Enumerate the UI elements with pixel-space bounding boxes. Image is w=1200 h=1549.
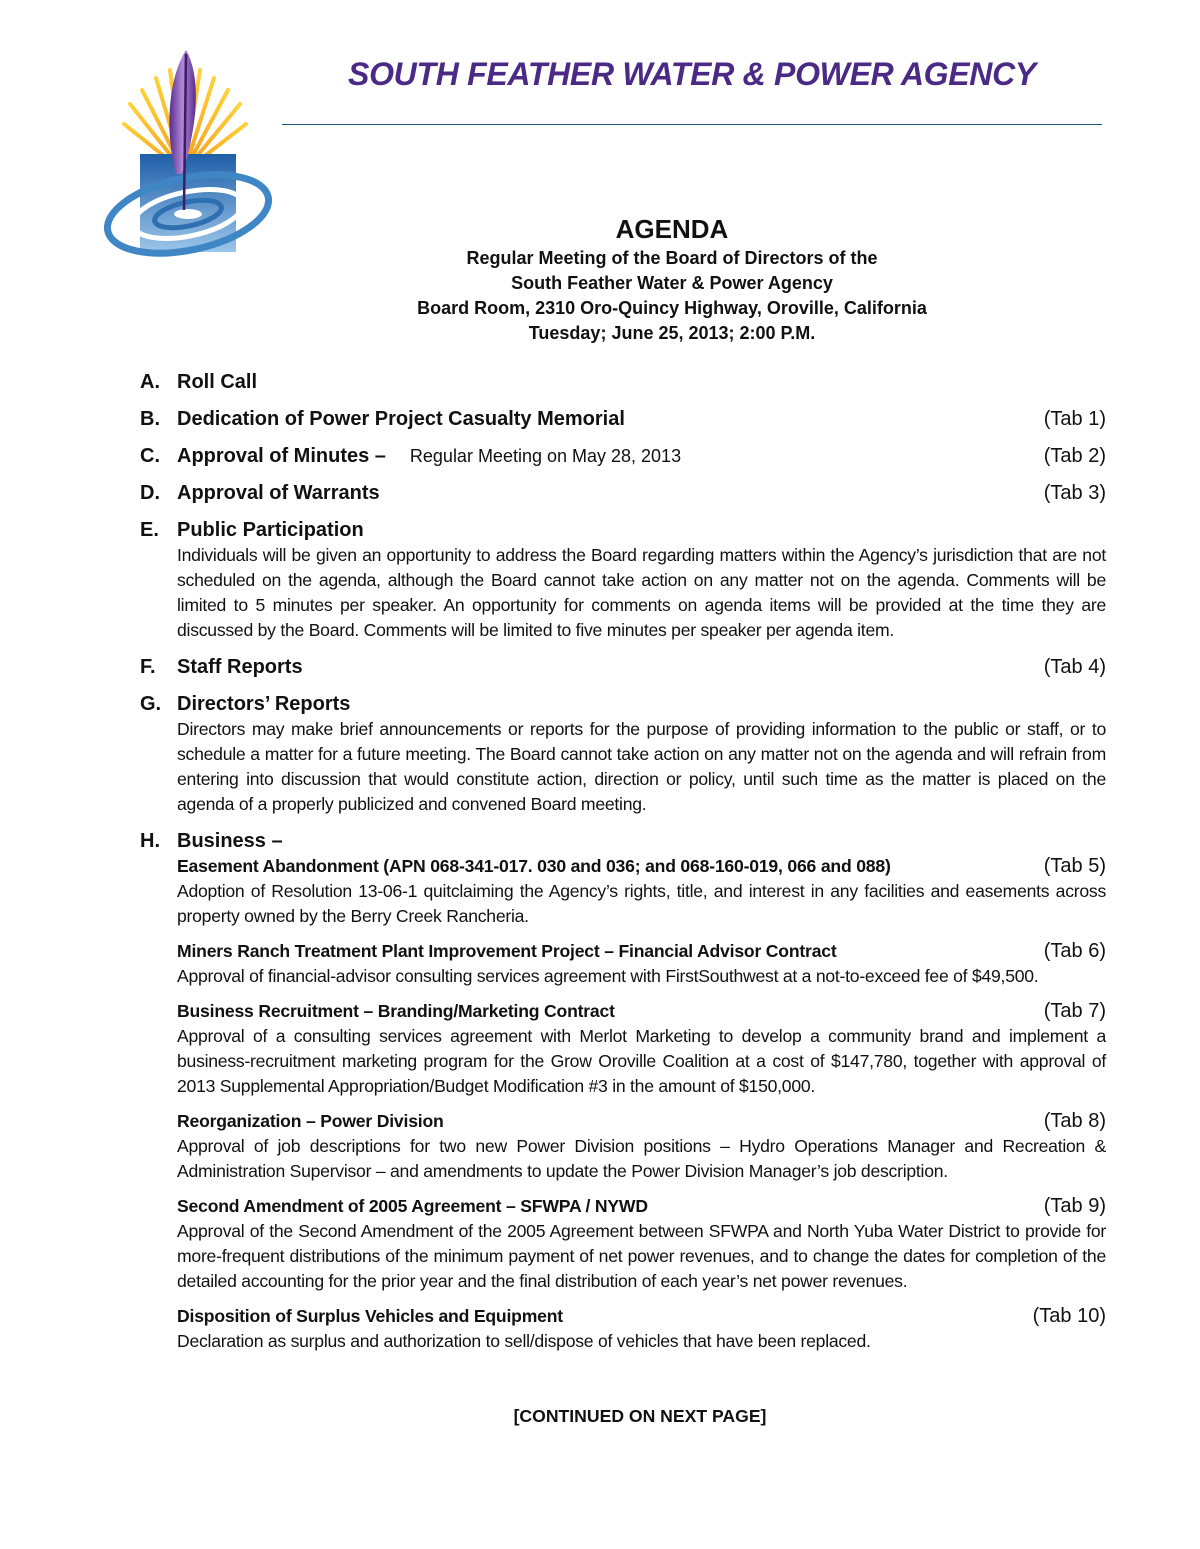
agenda-item-g [140, 692, 1106, 817]
continued-notice: [CONTINUED ON NEXT PAGE] [513, 1406, 767, 1426]
agenda-item-h [140, 829, 1106, 1354]
item-title: Staff Reports [177, 656, 303, 678]
item-description: Individuals will be given an opportunity to address the Board regarding matters within the Agency’s jurisdiction that are not scheduled on the agenda, although the Board cannot take action on any matter not on the agenda. Comments will be limited to 5 minutes per speaker. An opportunity for comments on agenda items will be provided at the time they are discussed by the Board. Comments will be limited to five minutes per speaker per agenda item. [177, 545, 1106, 640]
item-letter: H. [140, 830, 160, 852]
agenda-item-c [140, 444, 1106, 469]
item-letter: E. [140, 519, 159, 541]
item-letter: D. [140, 482, 160, 504]
business-item-description: Approval of the Second Amendment of the 2005 Agreement between SFWPA and North Yuba Water District to provide for more-frequent distributions of the minimum payment of net power revenues, and to change the dates for completion of the detailed accounting for the prior year and the final distribution of each year’s net power revenues. [177, 1221, 1106, 1291]
business-item-title: Miners Ranch Treatment Plant Improvement Project – Financial Advisor Contract [177, 941, 837, 961]
item-note: Regular Meeting on May 28, 2013 [409, 446, 682, 466]
business-item-description: Approval of a consulting services agreement with Merlot Marketing to develop a community brand and implement a business-recruitment marketing program for the Grow Oroville Coalition at a cost of $147,780, together with approval of 2013 Supplemental Appropriation/Budget Modification #3 in the amount of $150,000. [177, 1026, 1106, 1096]
item-title: Roll Call [177, 371, 258, 393]
agenda-header [282, 216, 1062, 346]
meeting-date: Tuesday; June 25, 2013; 2:00 P.M. [528, 323, 816, 343]
tab-reference: (Tab 2) [1043, 445, 1106, 467]
business-item-title: Second Amendment of 2005 Agreement – SFWPA / NYWD [177, 1196, 648, 1216]
agency-logo [100, 42, 278, 272]
item-title: Business – [177, 830, 283, 852]
tab-reference: (Tab 7) [1043, 1000, 1106, 1022]
item-letter: C. [140, 445, 160, 467]
item-letter: B. [140, 408, 160, 430]
tab-reference: (Tab 1) [1043, 408, 1106, 430]
business-item-miners-ranch [177, 939, 1106, 989]
agenda-item-e [140, 518, 1106, 643]
item-letter: F. [140, 656, 156, 678]
agenda-heading: AGENDA [615, 214, 729, 244]
business-item-title: Disposition of Surplus Vehicles and Equipment [177, 1306, 563, 1326]
tab-reference: (Tab 5) [1043, 855, 1106, 877]
business-item-reorganization [177, 1109, 1106, 1184]
agenda-list [140, 370, 1106, 1366]
item-title: Public Participation [177, 519, 364, 541]
business-item-description: Declaration as surplus and authorization to sell/dispose of vehicles that have been replaced. [177, 1331, 871, 1351]
meeting-line-2: South Feather Water & Power Agency [511, 273, 833, 293]
title-divider [282, 124, 1102, 125]
business-item-title: Reorganization – Power Division [177, 1111, 444, 1131]
tab-reference: (Tab 9) [1043, 1195, 1106, 1217]
water-ripple-icon [100, 162, 275, 267]
item-letter: A. [140, 371, 160, 393]
business-item-surplus-vehicles [177, 1304, 1106, 1354]
item-title: Approval of Warrants [177, 482, 380, 504]
business-item-description: Approval of financial-advisor consulting services agreement with FirstSouthwest at a not-to-exceed fee of $49,500. [177, 966, 1039, 986]
tab-reference: (Tab 4) [1043, 656, 1106, 678]
tab-reference: (Tab 6) [1043, 940, 1106, 962]
business-item-second-amendment [177, 1194, 1106, 1294]
business-item-easement [177, 854, 1106, 929]
agenda-item-b [140, 407, 1106, 432]
meeting-location: Board Room, 2310 Oro-Quincy Highway, Oroville, California [417, 298, 927, 318]
agenda-item-a [140, 370, 1106, 395]
agenda-item-f [140, 655, 1106, 680]
item-description: Directors may make brief announcements or reports for the purpose of providing information to the public or staff, or to schedule a matter for a future meeting. The Board cannot take action on any matter not on the agenda and will refrain from entering into discussion that would constitute action, direction or policy, until such time as the matter is placed on the agenda of a properly publicized and convened Board meeting. [177, 719, 1106, 814]
tab-reference: (Tab 8) [1043, 1110, 1106, 1132]
business-item-title: Easement Abandonment (APN 068-341-017. 030 and 036; and 068-160-019, 066 and 088) [177, 856, 891, 876]
agenda-item-d [140, 481, 1106, 506]
business-item-description: Adoption of Resolution 13-06-1 quitclaiming the Agency’s rights, title, and interest in any facilities and easements across property owned by the Berry Creek Rancheria. [177, 881, 1106, 926]
tab-reference: (Tab 3) [1043, 482, 1106, 504]
business-item-description: Approval of job descriptions for two new Power Division positions – Hydro Operations Manager and Recreation & Administration Supervisor – and amendments to update the Power Division Manager’s job description. [177, 1136, 1106, 1181]
business-item-recruitment [177, 999, 1106, 1099]
item-title: Dedication of Power Project Casualty Memorial [177, 408, 625, 430]
meeting-line-1: Regular Meeting of the Board of Directors of the [466, 248, 878, 268]
agency-title: SOUTH FEATHER WATER & POWER AGENCY [348, 56, 1036, 92]
item-letter: G. [140, 693, 162, 715]
item-title: Directors’ Reports [177, 693, 351, 715]
tab-reference: (Tab 10) [1032, 1305, 1106, 1327]
business-item-title: Business Recruitment – Branding/Marketing Contract [177, 1001, 615, 1021]
item-title: Approval of Minutes – [177, 445, 386, 467]
